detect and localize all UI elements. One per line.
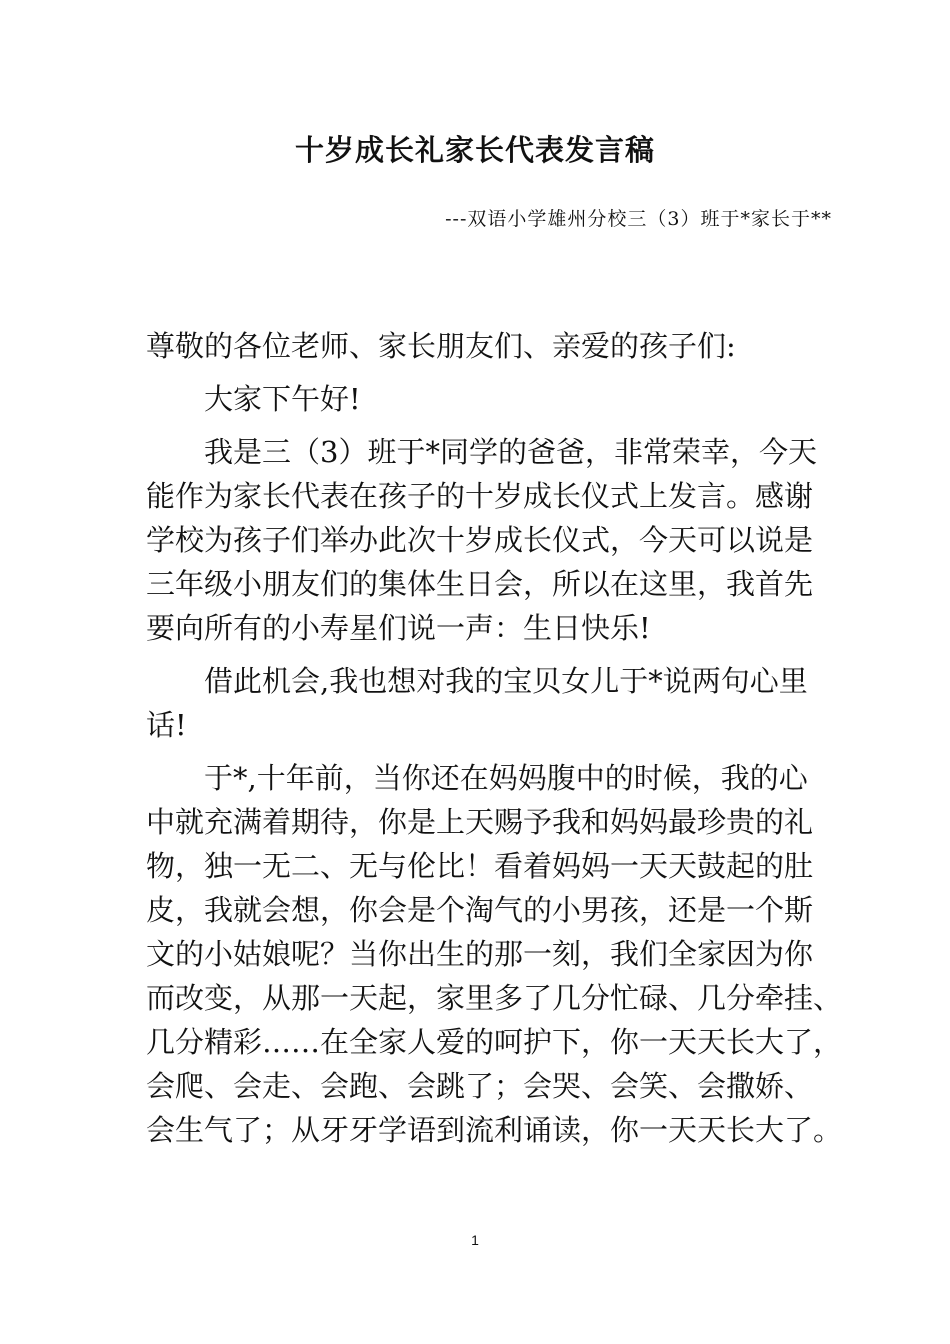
body-line: 会爬、会走、会跑、会跳了；会哭、会笑、会撒娇、 <box>146 1069 814 1103</box>
body-line: 会生气了；从牙牙学语到流利诵读，你一天天长大了。 <box>146 1113 843 1147</box>
paragraph-gap <box>146 650 814 659</box>
body-line: 能作为家长代表在孩子的十岁成长仪式上发言。感谢 <box>146 479 814 513</box>
paragraph-gap <box>146 368 814 377</box>
body-line: 三年级小朋友们的集体生日会，所以在这里，我首先 <box>146 567 814 601</box>
body-line: 大家下午好! <box>204 382 361 416</box>
body-line: 要向所有的小寿星们说一声：生日快乐! <box>146 611 651 645</box>
body-line: 我是三（3）班于*同学的爸爸，非常荣幸，今天 <box>204 435 817 469</box>
document-body <box>146 324 843 1152</box>
body-line: 文的小姑娘呢？当你出生的那一刻，我们全家因为你 <box>146 937 814 971</box>
document-title: 十岁成长礼家长代表发言稿 <box>294 133 655 167</box>
body-line: 几分精彩……在全家人爱的呵护下，你一天天长大了， <box>146 1025 843 1059</box>
body-line: 话! <box>146 708 187 742</box>
body-line: 于*,十年前，当你还在妈妈腹中的时候，我的心 <box>204 761 808 795</box>
body-line: 中就充满着期待，你是上天赐予我和妈妈最珍贵的礼 <box>146 805 814 839</box>
body-line: 学校为孩子们举办此次十岁成长仪式，今天可以说是 <box>146 523 814 557</box>
body-line: 而改变，从那一天起，家里多了几分忙碌、几分牵挂、 <box>146 981 843 1015</box>
document-byline: ---双语小学雄州分校三（3）班于*家长于** <box>445 208 832 230</box>
page-number: 1 <box>471 1232 479 1248</box>
paragraph-gap <box>146 421 814 430</box>
paragraph-gap <box>146 747 814 756</box>
body-line: 皮，我就会想，你会是个淘气的小男孩，还是一个斯 <box>146 893 814 927</box>
body-line: 尊敬的各位老师、家长朋友们、亲爱的孩子们: <box>146 329 736 363</box>
body-line: 借此机会,我也想对我的宝贝女儿于*说两句心里 <box>204 664 808 698</box>
body-line: 物，独一无二、无与伦比！看着妈妈一天天鼓起的肚 <box>146 849 814 883</box>
